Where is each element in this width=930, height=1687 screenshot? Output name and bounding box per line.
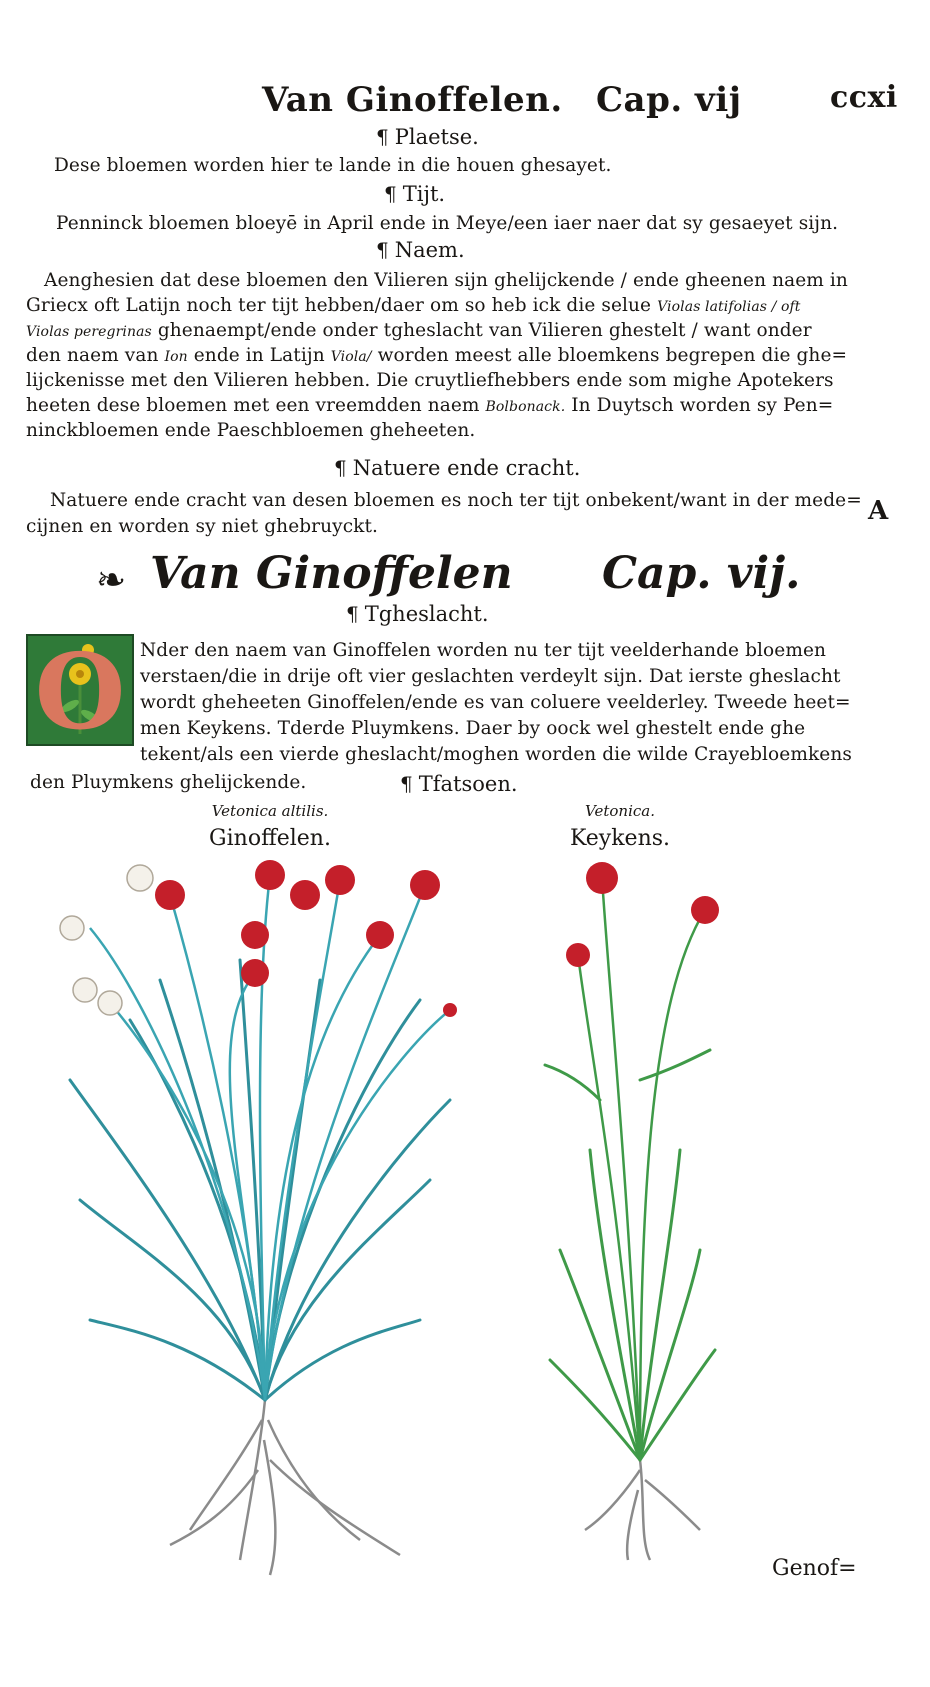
text-line: verstaen/die in drije oft vier geslachten verdeylt sijn. Dat ierste gheslacht bbox=[140, 666, 841, 687]
heading-text: Tgheslacht. bbox=[364, 602, 489, 626]
pilcrow-icon: ¶ bbox=[400, 772, 413, 796]
pilcrow-icon: ¶ bbox=[376, 238, 389, 262]
text-run: heeten dese bloemen met een vreemdden naem bbox=[26, 395, 480, 416]
text-line: Nder den naem van Ginoffelen worden nu ter tijt veelderhande bloemen bbox=[140, 640, 827, 661]
pilcrow-icon: ¶ bbox=[346, 602, 359, 626]
ginoffelen-illustration bbox=[60, 860, 457, 1575]
ginoffelen-white-flowers bbox=[60, 865, 153, 1015]
keykens-stems bbox=[578, 878, 705, 1460]
greek-term: Ion bbox=[164, 349, 188, 365]
pilcrow-icon: ¶ bbox=[384, 182, 397, 206]
ginoffelen-roots bbox=[170, 1400, 400, 1575]
heading-text: Plaetse. bbox=[394, 125, 479, 149]
figure-right-latin: Vetonica. bbox=[585, 802, 655, 820]
text-run: ghenaempt/ende onder tgheslacht van Vilieren ghestelt / want onder bbox=[157, 320, 812, 341]
heading-text: Tijt. bbox=[402, 182, 446, 206]
heading-text: Natuere ende cracht. bbox=[352, 456, 581, 480]
catchword: Genof= bbox=[772, 1556, 857, 1581]
text-line: Natuere ende cracht van desen bloemen es noch ter tijt onbekent/want in der mede= bbox=[50, 490, 862, 511]
heading-text: Naem. bbox=[394, 238, 465, 262]
chapter-title: Van Ginoffelen bbox=[150, 548, 513, 599]
latin-term: Violas latifolias / oft bbox=[657, 299, 801, 315]
figure-left-name: Ginoffelen. bbox=[209, 826, 331, 851]
text-line: cijnen en worden sy niet ghebruyckt. bbox=[26, 516, 378, 537]
keykens-flowers bbox=[566, 862, 719, 967]
pilcrow-icon: ¶ bbox=[376, 125, 389, 149]
text-line: Penninck bloemen bloeyē in April ende in Meye/een iaer naer dat sy gesaeyet sijn. bbox=[56, 213, 839, 234]
running-head-title: Van Ginoffelen. bbox=[262, 80, 563, 120]
latin-term: Bolbonack. bbox=[485, 399, 566, 415]
keykens-roots bbox=[585, 1460, 700, 1560]
running-head-chapter: Cap. vij bbox=[596, 80, 742, 120]
text-line: Dese bloemen worden hier te lande in die houen ghesayet. bbox=[54, 155, 612, 176]
text-line: ninckbloemen ende Paeschbloemen gheheeten. bbox=[26, 420, 476, 441]
ginoffelen-flowers bbox=[155, 860, 457, 1017]
text-run: Griecx oft Latijn noch ter tijt hebben/daer om so heb ick die selue bbox=[26, 295, 652, 316]
text-run: In Duytsch worden sy Pen= bbox=[571, 395, 834, 416]
text-run: ende in Latijn bbox=[193, 345, 325, 366]
figure-left-latin: Vetonica altilis. bbox=[211, 802, 329, 820]
heading-text: Tfatsoen. bbox=[418, 772, 518, 796]
pilcrow-icon: ¶ bbox=[334, 456, 347, 480]
figure-right-name: Keykens. bbox=[569, 826, 671, 851]
text-line: tekent/als een vierde gheslacht/moghen worden die wilde Crayebloemkens bbox=[140, 744, 852, 765]
folio-number: ccxi bbox=[830, 80, 898, 115]
text-run: worden meest alle bloemkens begrepen die ghe= bbox=[377, 345, 848, 366]
text-line: lijckenisse met den Vilieren hebben. Die cruytliefhebbers ende som mighe Apotekers bbox=[26, 370, 834, 391]
text-run: den naem van bbox=[26, 345, 159, 366]
ginoffelen-stems bbox=[90, 875, 450, 1400]
text-line: wordt gheheeten Ginoffelen/ende es van coluere veelderley. Tweede heet= bbox=[140, 692, 851, 713]
text-line: men Keykens. Tderde Pluymkens. Daer by oock wel ghestelt ende ghe bbox=[140, 718, 806, 739]
keykens-illustration bbox=[545, 862, 719, 1560]
latin-term: Violas peregrinas bbox=[26, 324, 152, 340]
fleuron-icon: ❧ bbox=[96, 560, 127, 601]
initial-letter: O bbox=[34, 630, 126, 753]
text-line: den Pluymkens ghelijckende. bbox=[30, 772, 307, 793]
text-line: Aenghesien dat dese bloemen den Vilieren sijn ghelijckende / ende gheenen naem in bbox=[44, 270, 848, 291]
latin-term: Viola/ bbox=[330, 349, 372, 365]
margin-letter: A bbox=[868, 496, 889, 526]
chapter-number: Cap. vij. bbox=[602, 548, 801, 599]
